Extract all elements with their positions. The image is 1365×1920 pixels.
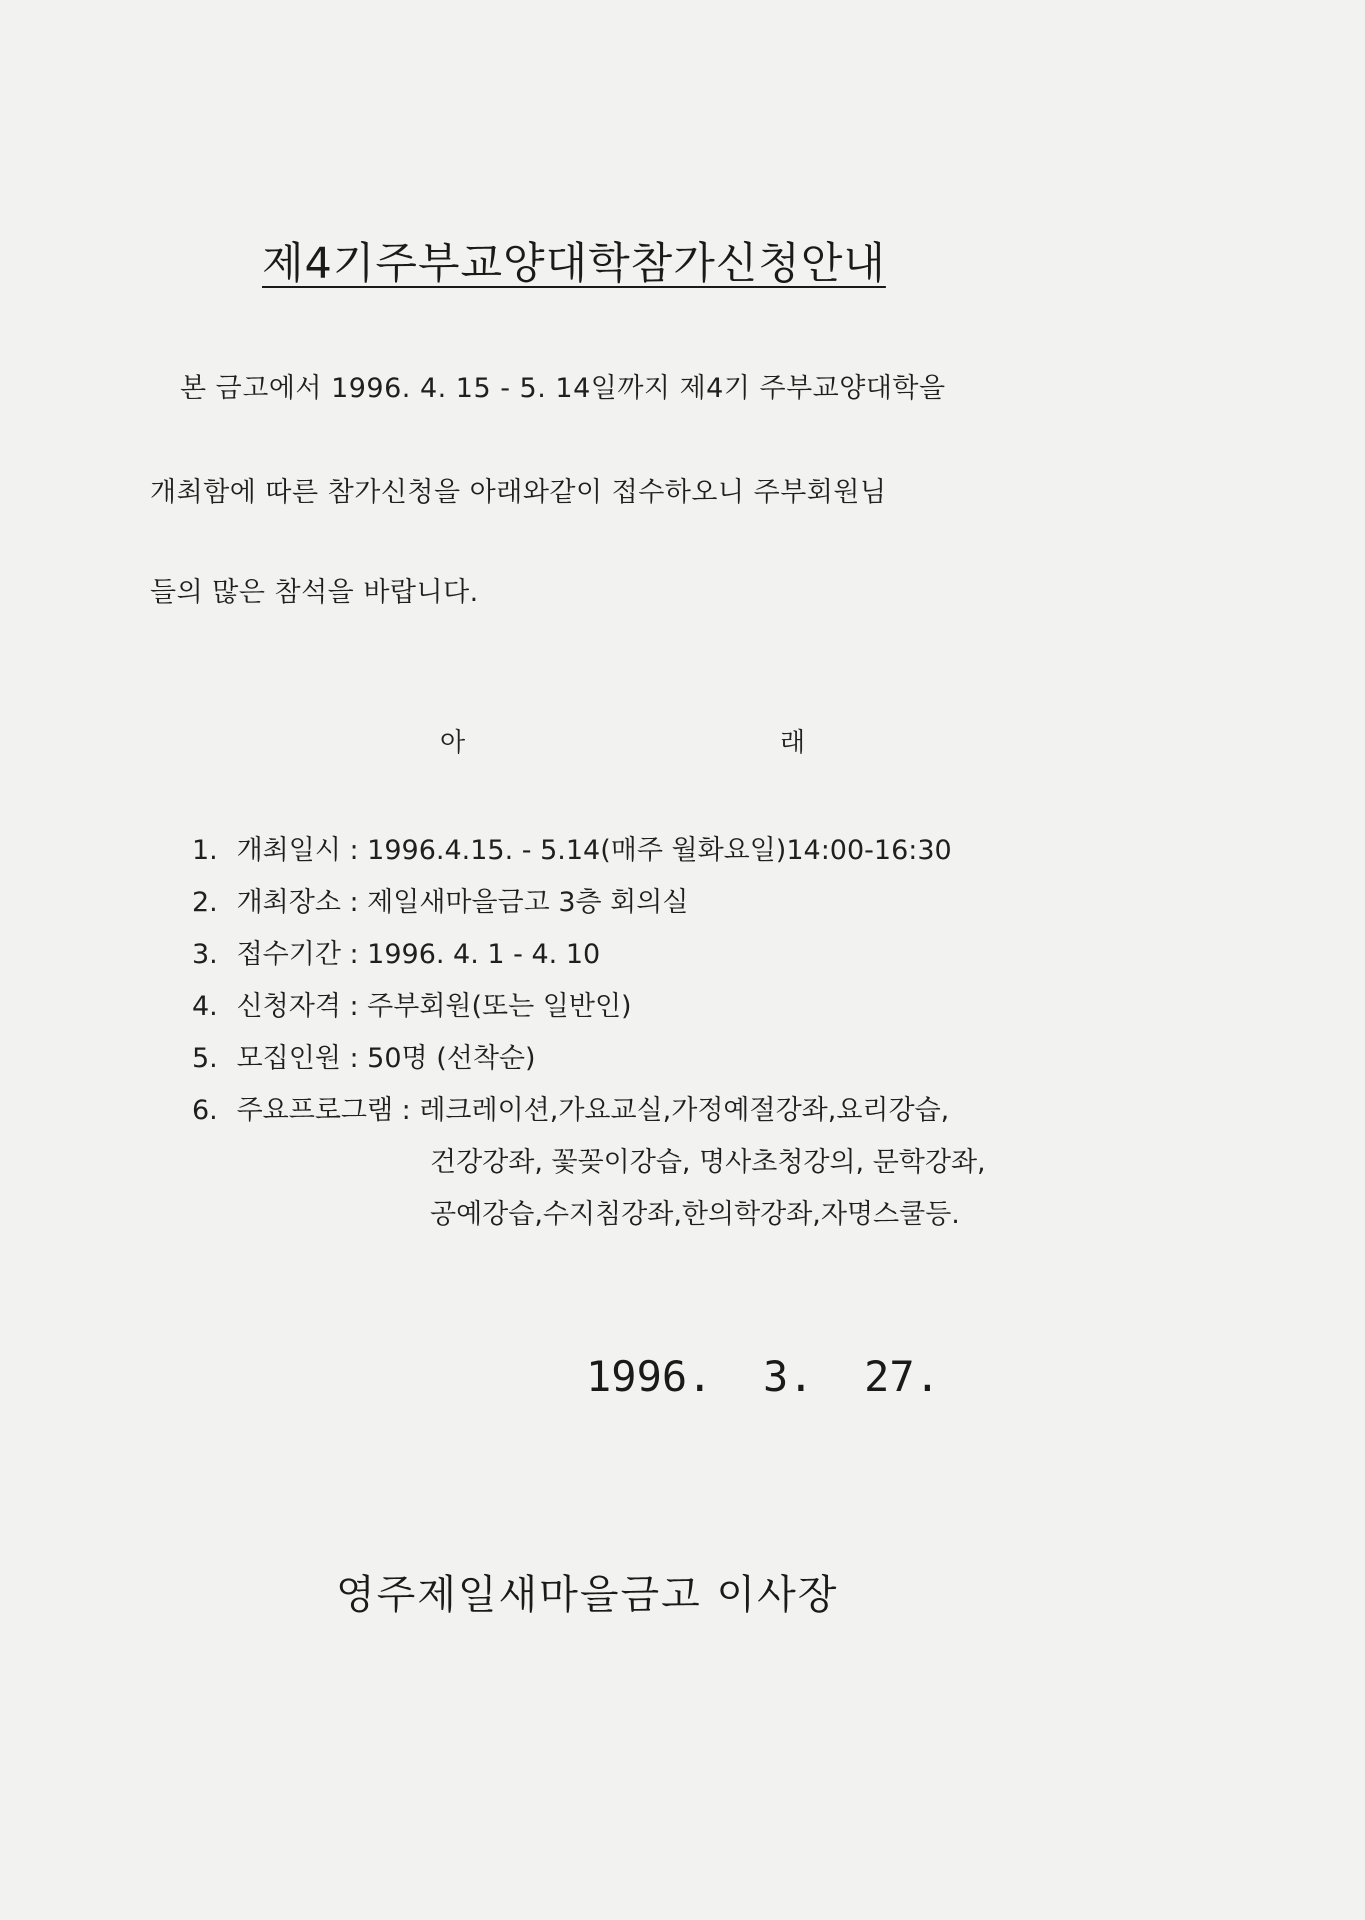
section-heading-right: 래 [780, 728, 806, 758]
document-date: 1996. 3. 27. [586, 1352, 941, 1401]
list-item [192, 981, 986, 1033]
intro-line-3: 들의 많은 참석을 바랍니다. [150, 577, 479, 608]
details-list [192, 825, 986, 1241]
intro-line-2: 개최함에 따른 참가신청을 아래와같이 접수하오니 주부회원님 [150, 477, 887, 508]
program-continuation-line-2: 공예강습,수지침강좌,한의학강좌,자명스쿨등. [430, 1199, 960, 1230]
list-item [192, 1085, 986, 1137]
item-number: 5. [192, 1043, 218, 1074]
item-number: 3. [192, 939, 218, 970]
item-text: 개최장소 : 제일새마을금고 3층 회의실 [236, 887, 689, 918]
item-number: 2. [192, 887, 218, 918]
item-text: 모집인원 : 50명 (선착순) [236, 1043, 536, 1074]
program-continuation-line-1: 건강강좌, 꽃꽂이강습, 명사초청강의, 문학강좌, [430, 1147, 986, 1178]
item-text: 접수기간 : 1996. 4. 1 - 4. 10 [236, 939, 601, 970]
section-heading-left: 아 [440, 728, 466, 758]
issuer-signature-line: 영주제일새마을금고 이사장 [336, 1572, 839, 1618]
list-item [192, 877, 986, 929]
item-text: 주요프로그램 : 레크레이션,가요교실,가정예절강좌,요리강습, [236, 1095, 950, 1126]
document-title: 제4기주부교양대학참가신청안내 [262, 239, 886, 289]
item-text: 신청자격 : 주부회원(또는 일반인) [236, 991, 632, 1022]
item-text: 개최일시 : 1996.4.15. - 5.14(매주 월화요일)14:00-16:30 [236, 835, 952, 866]
item-number: 1. [192, 835, 218, 866]
list-item [192, 825, 986, 877]
list-item [192, 1033, 986, 1085]
intro-line-1: 본 금고에서 1996. 4. 15 - 5. 14일까지 제4기 주부교양대학을 [180, 373, 946, 404]
list-item [192, 929, 986, 981]
item-number: 6. [192, 1095, 218, 1126]
item-number: 4. [192, 991, 218, 1022]
